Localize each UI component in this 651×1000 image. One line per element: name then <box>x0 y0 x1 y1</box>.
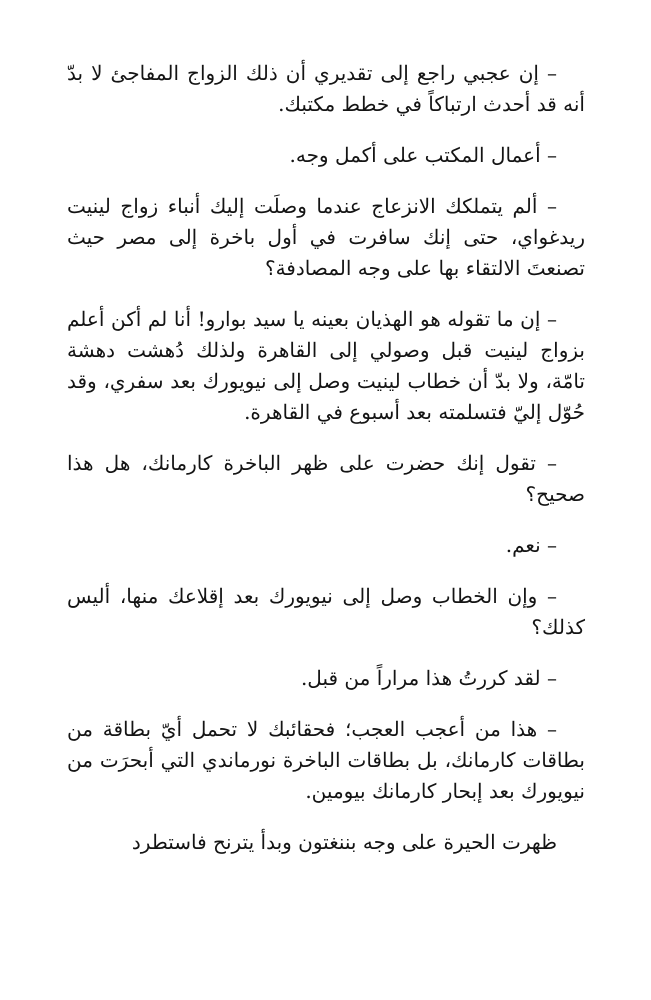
paragraph-1: – إن عجبي راجع إلى تقديري أن ذلك الزواج المفاجئ لا بدّ أنه قد أحدث ارتباكاً في خطط مكتبك. <box>67 61 585 116</box>
paragraph-6: – نعم. <box>505 533 557 557</box>
paragraph-2: – أعمال المكتب على أكمل وجه. <box>289 143 557 167</box>
paragraph-5: – تقول إنك حضرت على ظهر الباخرة كارمانك، هل هذا صحيح؟ <box>67 451 585 506</box>
paragraph-4: – إن ما تقوله هو الهذيان بعينه يا سيد بوارو! أنا لم أكن أعلم بزواج لينيت قبل وصولي إلى القاهرة ولذلك دُهشت دهشة تامّة، ولا بدّ أن خطاب لينيت وصل إلى نيويورك بعد سفري، وقد حُوّل إليّ فتسلمته بعد أسبوع في القاهرة. <box>67 307 585 424</box>
paragraph-7: – وإن الخطاب وصل إلى نيويورك بعد إقلاعك منها، أليس كذلك؟ <box>67 584 585 639</box>
paragraph-3: – ألم يتملكك الانزعاج عندما وصلَت إليك أنباء زواج لينيت ريدغواي، حتى إنك سافرت في أول باخرة إلى مصر حيث تصنعتَ الالتقاء بها على وجه المصادفة؟ <box>67 194 585 280</box>
paragraph-10: ظهرت الحيرة على وجه بننغتون وبدأ يترنح فاستطرد <box>131 830 557 854</box>
paragraph-9: – هذا من أعجب العجب؛ فحقائبك لا تحمل أيّ بطاقة من بطاقات كارمانك، بل بطاقات الباخرة نورماندي التي أبحرَت من نيويورك بعد إبحار كارمانك بيومين. <box>67 717 585 803</box>
paragraph-8: – لقد كررتُ هذا مراراً من قبل. <box>300 666 557 690</box>
book-page <box>67 58 585 858</box>
